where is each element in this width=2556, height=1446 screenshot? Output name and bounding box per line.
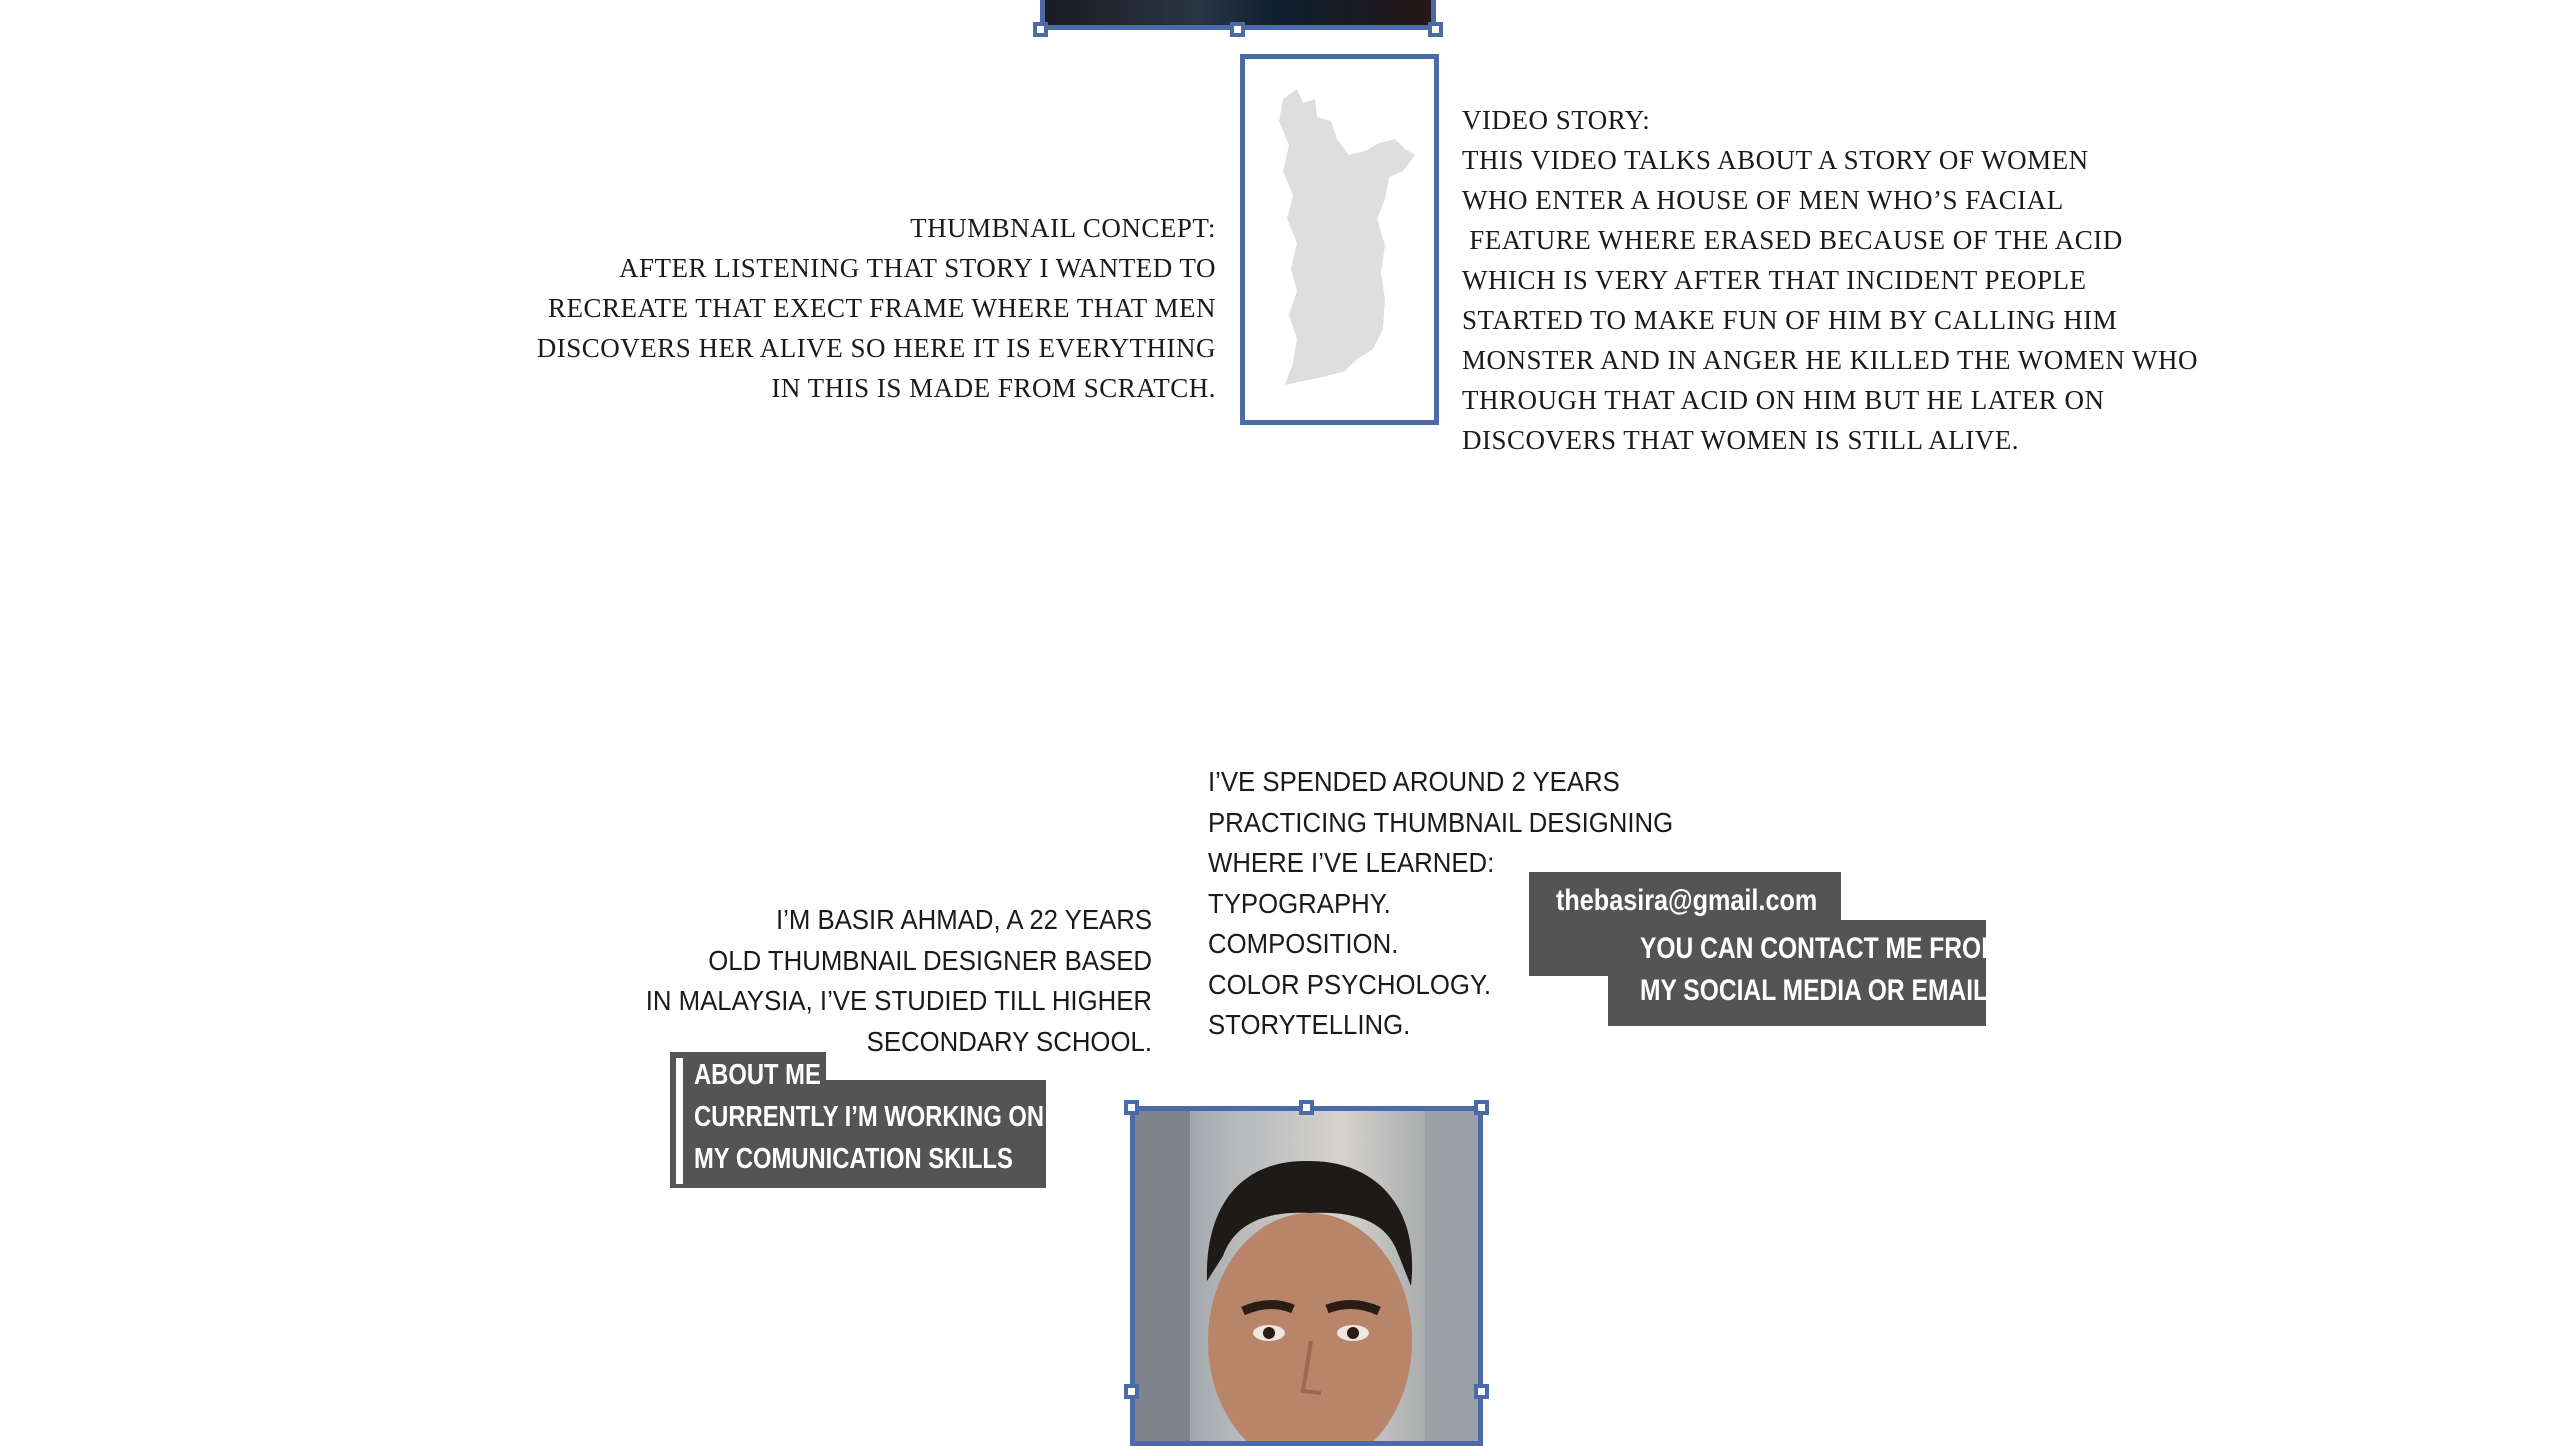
selection-handle[interactable] — [1033, 22, 1048, 37]
concept-line: AFTER LISTENING THAT STORY I WANTED TO — [618, 253, 1216, 283]
experience-line: STORYTELLING. — [1208, 1009, 1411, 1040]
story-line: WHICH IS VERY AFTER THAT INCIDENT PEOPLE — [1462, 265, 2087, 295]
experience-line: WHERE I’VE LEARNED: — [1208, 847, 1495, 878]
concept-line: DISCOVERS HER ALIVE SO HERE IT IS EVERYTHING — [536, 333, 1216, 363]
bio-line: IN MALAYSIA, I’VE STUDIED TILL HIGHER — [645, 985, 1152, 1016]
story-line: MONSTER AND IN ANGER HE KILLED THE WOMEN WHO — [1462, 345, 2198, 375]
portrait-person-icon — [1135, 1111, 1478, 1441]
about-me-line: MY COMUNICATION SKILLS — [694, 1143, 1013, 1175]
about-me-text — [694, 1054, 1044, 1180]
bio-line: OLD THUMBNAIL DESIGNER BASED — [708, 944, 1152, 976]
selection-handle[interactable] — [1474, 1384, 1489, 1399]
experience-line: TYPOGRAPHY. — [1208, 887, 1391, 919]
experience-line: COLOR PSYCHOLOGY. — [1208, 968, 1491, 1000]
map-placeholder-frame[interactable] — [1240, 54, 1439, 425]
story-line: WHO ENTER A HOUSE OF MEN WHO’S FACIAL — [1462, 185, 2064, 215]
bio-line: SECONDARY SCHOOL. — [866, 1025, 1152, 1057]
story-line: VIDEO STORY: — [1462, 105, 1651, 135]
about-me-heading: ABOUT ME — [694, 1059, 821, 1091]
about-me-accent-bar — [676, 1058, 683, 1184]
contact-line: YOU CAN CONTACT ME FROM — [1640, 932, 2002, 965]
story-line: FEATURE WHERE ERASED BECAUSE OF THE ACID — [1462, 225, 2123, 255]
bio-line: I’M BASIR AHMAD, A 22 YEARS — [775, 904, 1152, 935]
story-line: THROUGH THAT ACID ON HIM BUT HE LATER ON — [1462, 385, 2105, 415]
about-me-line: CURRENTLY I’M WORKING ON — [694, 1101, 1045, 1133]
thumbnail-concept-text — [416, 168, 1216, 408]
bio-text — [582, 900, 1152, 1062]
contact-text — [1640, 928, 2002, 1012]
selection-handle[interactable] — [1428, 22, 1443, 37]
portrait-photo-frame[interactable] — [1130, 1106, 1483, 1446]
selection-handle[interactable] — [1474, 1100, 1489, 1115]
concept-line: RECREATE THAT EXECT FRAME WHERE THAT MEN — [547, 293, 1216, 323]
story-line: DISCOVERS THAT WOMEN IS STILL ALIVE. — [1462, 425, 2020, 455]
experience-line: PRACTICING THUMBNAIL DESIGNING — [1208, 806, 1674, 838]
usa-map-silhouette-icon — [1245, 59, 1434, 420]
contact-email[interactable]: thebasira@gmail.com — [1556, 884, 1818, 917]
contact-line: MY SOCIAL MEDIA OR EMAIL. — [1640, 974, 1995, 1007]
story-line: STARTED TO MAKE FUN OF HIM BY CALLING HIM — [1462, 305, 2118, 335]
selection-handle[interactable] — [1230, 22, 1245, 37]
selection-handle[interactable] — [1124, 1100, 1139, 1115]
selection-handle[interactable] — [1124, 1384, 1139, 1399]
experience-line: I’VE SPENDED AROUND 2 YEARS — [1208, 766, 1620, 797]
experience-line: COMPOSITION. — [1208, 928, 1399, 959]
story-line: THIS VIDEO TALKS ABOUT A STORY OF WOMEN — [1462, 145, 2089, 175]
concept-line: THUMBNAIL CONCEPT: — [910, 213, 1216, 243]
selection-handle[interactable] — [1299, 1100, 1314, 1115]
video-story-text — [1462, 60, 2262, 460]
concept-line: IN THIS IS MADE FROM SCRATCH. — [771, 373, 1216, 403]
